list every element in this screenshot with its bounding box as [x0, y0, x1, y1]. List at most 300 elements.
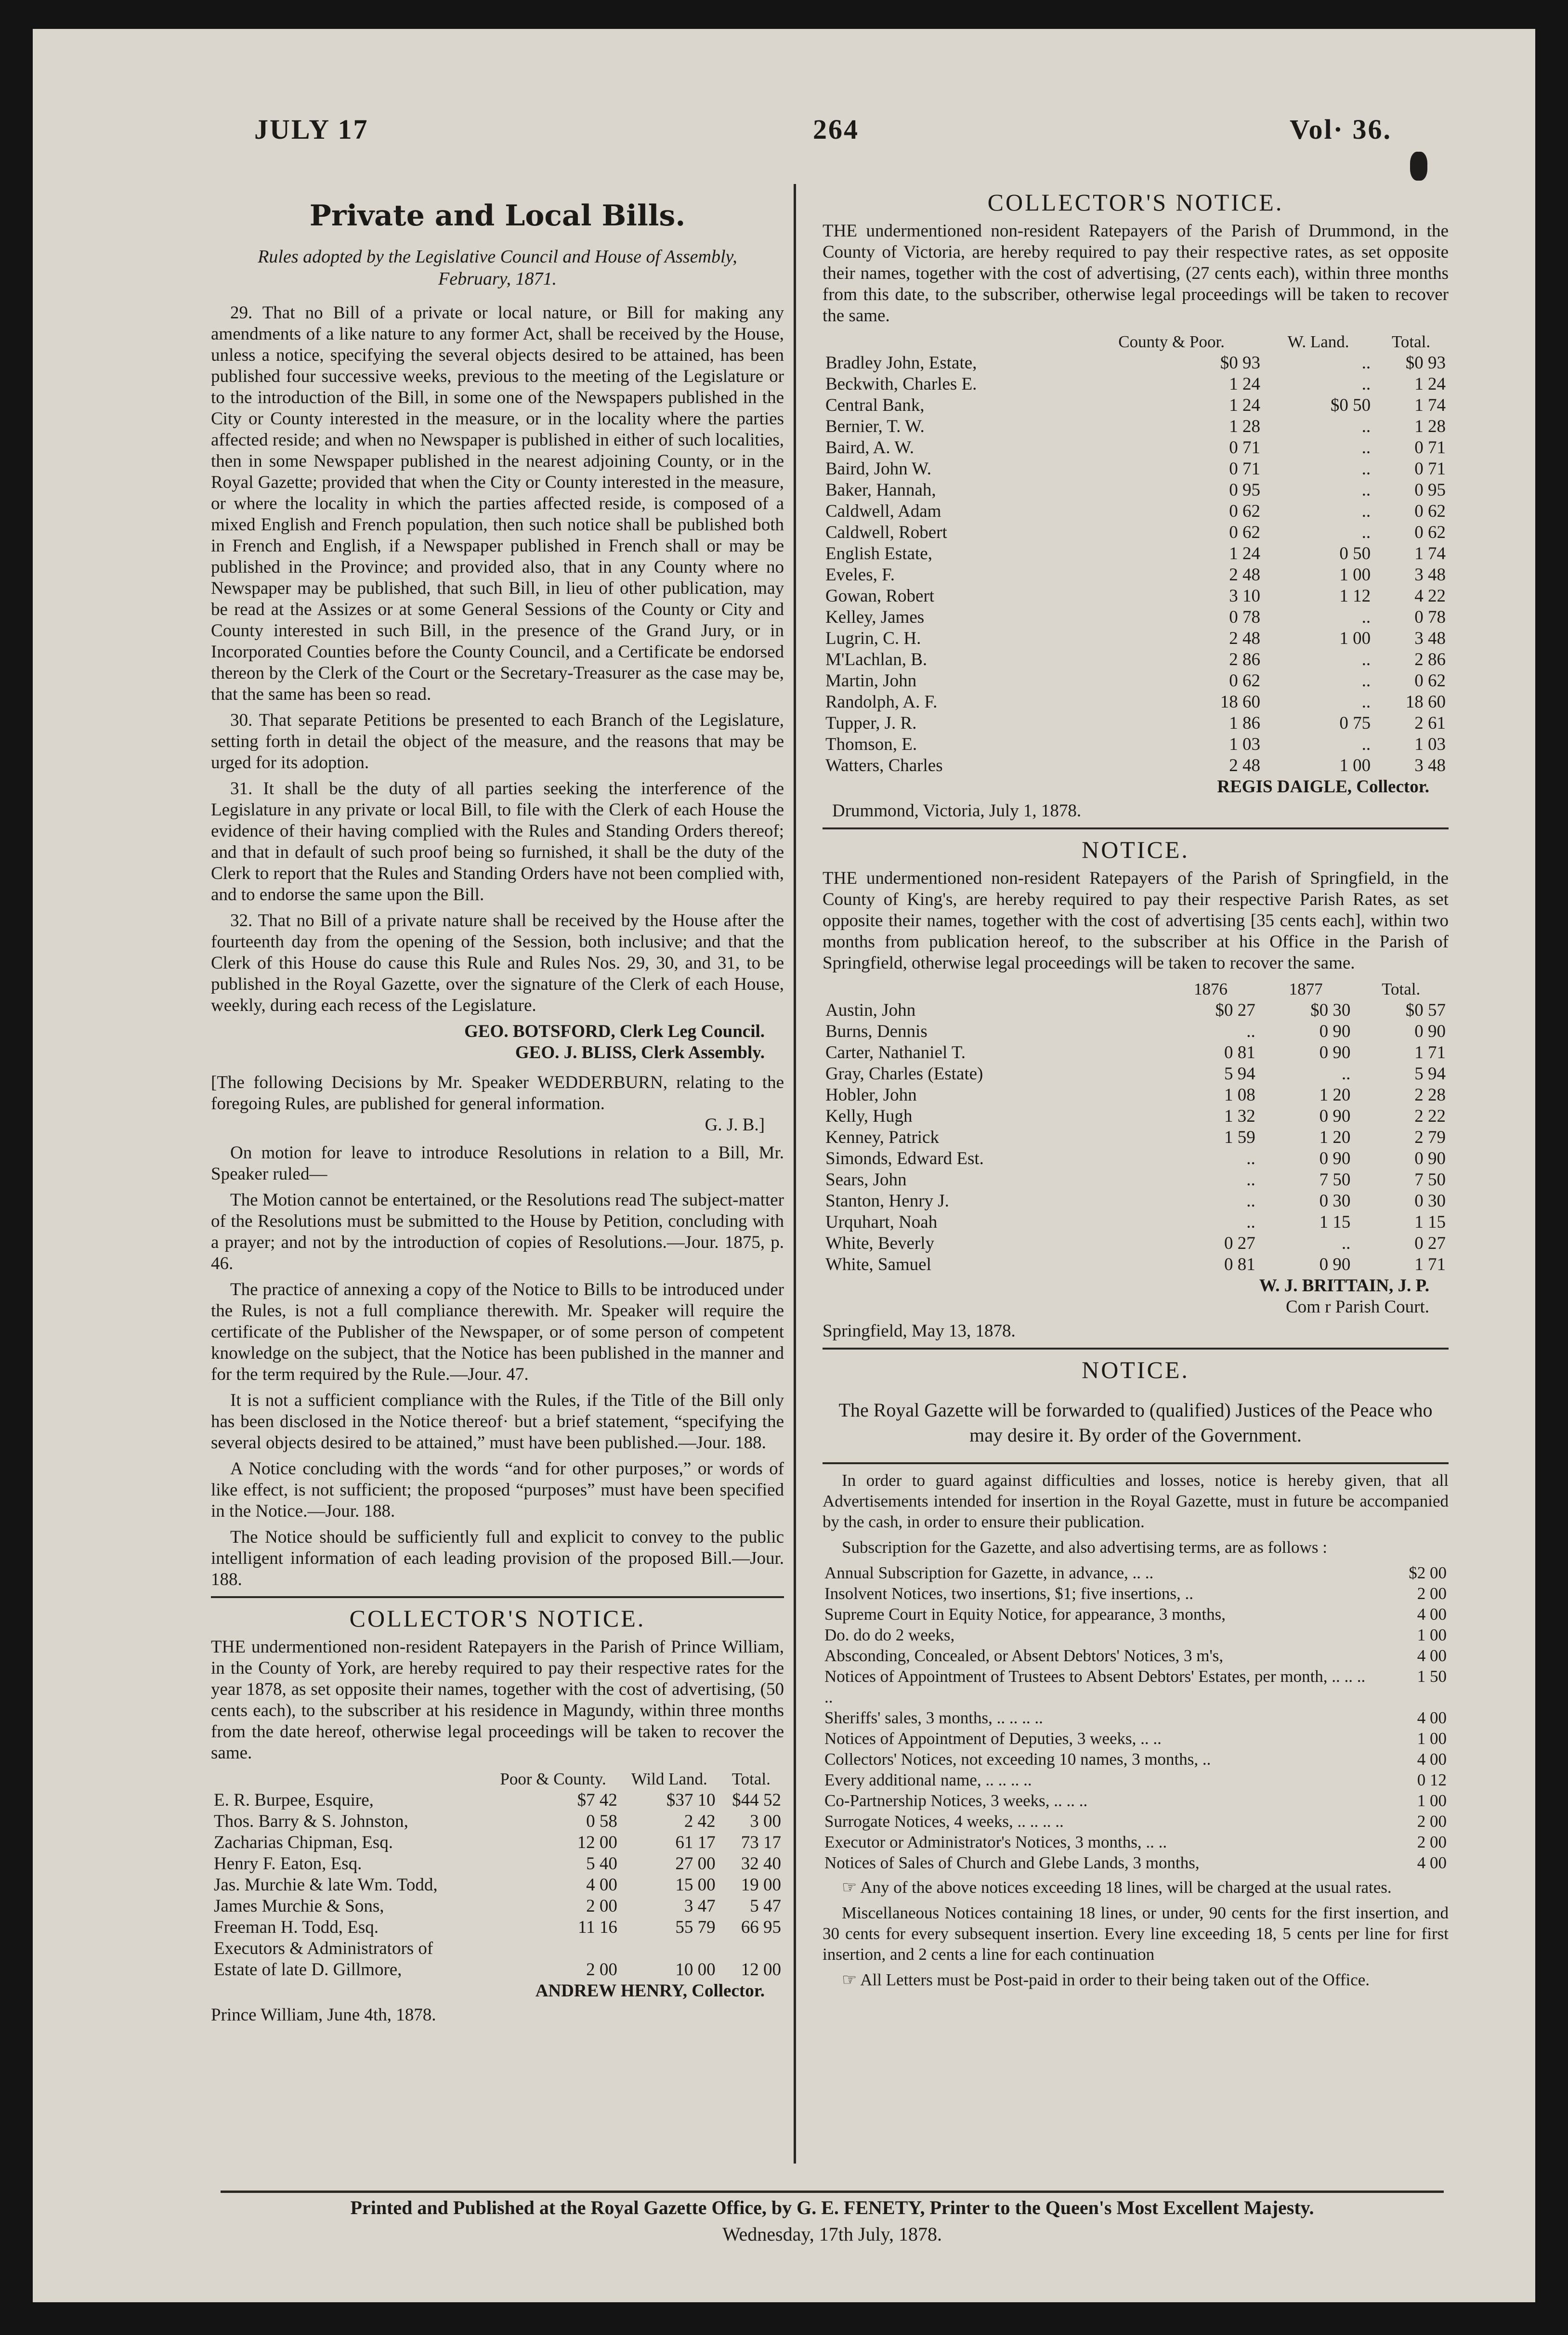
- cell-value: 0 71: [1229, 438, 1261, 458]
- cell-value: 0 27: [1414, 1233, 1446, 1253]
- table-row: [823, 1106, 1449, 1127]
- rate-amount: 4 00: [1417, 1605, 1447, 1624]
- rate-row: [823, 1666, 1449, 1707]
- advertising-terms-intro: Subscription for the Gazette, and also advertising terms, are as follows :: [842, 1538, 1327, 1557]
- cell-value: ..: [1361, 374, 1371, 394]
- cell-value: 1 24: [1229, 374, 1261, 394]
- cell-value: 1 86: [1229, 713, 1261, 733]
- prince-william-table: [211, 1769, 784, 1981]
- cell-name: Sears, John: [825, 1170, 907, 1190]
- rate-row: [823, 1749, 1449, 1770]
- table-row: [823, 543, 1449, 564]
- cell-value: 0 78: [1414, 607, 1446, 627]
- cell-name: Simonds, Edward Est.: [825, 1149, 984, 1168]
- cell-value: $0 30: [1310, 1000, 1351, 1020]
- cell-name: Caldwell, Adam: [825, 501, 941, 521]
- cell-value: ..: [1361, 438, 1371, 458]
- cell-value: ..: [1246, 1191, 1255, 1211]
- cell-value: 2 61: [1414, 713, 1446, 733]
- cell-value: $0 93: [1220, 353, 1261, 373]
- table-row: [823, 670, 1449, 692]
- cell-value: 3 10: [1229, 586, 1261, 606]
- rate-amount: 4 00: [1417, 1750, 1447, 1769]
- cell-value: 0 62: [1229, 523, 1261, 542]
- cell-value: 11 16: [577, 1917, 617, 1937]
- drummond-signature: REGIS DAIGLE, Collector.: [1217, 777, 1429, 797]
- cell-name: Caldwell, Robert: [825, 523, 947, 542]
- cell-value: 5 94: [1224, 1064, 1255, 1084]
- cell-value: $0 50: [1330, 395, 1371, 415]
- cell-value: 5 47: [750, 1896, 781, 1916]
- cell-name: Baird, A. W.: [825, 438, 914, 458]
- cell-value: 2 86: [1414, 650, 1446, 669]
- cell-value: ..: [1361, 692, 1371, 712]
- cell-value: $44 52: [732, 1790, 781, 1810]
- cell-value: [486, 1938, 620, 1959]
- gazette-notice-text: The Royal Gazette will be forwarded to (qualified) Justices of the Peace who may desire it. By order of the Government.: [838, 1399, 1433, 1446]
- table-row: [823, 713, 1449, 734]
- cell-value: 18 60: [1220, 692, 1261, 712]
- letters-notice: ☞ All Letters must be Post-paid in order to their being taken out of the Office.: [842, 1970, 1370, 1989]
- cell-value: 1 71: [1414, 1255, 1446, 1274]
- cell-name: Hobler, John: [825, 1085, 917, 1105]
- cell-value: 2 00: [586, 1896, 617, 1916]
- cell-value: 7 50: [1319, 1170, 1351, 1190]
- cell-value: 1 15: [1319, 1212, 1351, 1232]
- cell-name: James Murchie & Sons,: [214, 1896, 384, 1916]
- table-row: [823, 459, 1449, 480]
- cell-value: 73 17: [741, 1833, 781, 1852]
- cell-name: Martin, John: [825, 671, 917, 691]
- rate-label: Supreme Court in Equity Notice, for appearance, 3 months,: [824, 1605, 1226, 1624]
- cell-value: 0 62: [1414, 501, 1446, 521]
- cell-name: Bernier, T. W.: [825, 417, 925, 436]
- drummond-intro: THE undermentioned non-resident Ratepayers of the Parish of Drummond, in the County of Victoria, are hereby required to pay their respective rates, as set opposite their names, together with the cost of advertising, (27 cents each), within three months from this date, to the subscriber, otherwise legal proceedings will be taken to recover the same.: [823, 221, 1449, 326]
- table-row: [823, 1148, 1449, 1169]
- cell-name: Freeman H. Todd, Esq.: [214, 1917, 379, 1937]
- cell-name: Beckwith, Charles E.: [825, 374, 977, 394]
- rate-label: Notices of Appointment of Trustees to Absent Debtors' Estates, per month, .. .. .. ..: [824, 1667, 1366, 1706]
- column-rule: [794, 184, 796, 2164]
- cell-value: 18 60: [1405, 692, 1446, 712]
- cell-value: 1 12: [1339, 586, 1371, 606]
- cell-value: ..: [1361, 607, 1371, 627]
- cell-value: ..: [1361, 501, 1371, 521]
- cell-value: 0 71: [1414, 438, 1446, 458]
- table-row: [211, 1896, 784, 1917]
- cell-value: 2 00: [586, 1960, 617, 1980]
- rule-32: 32. That no Bill of a private nature shall be received by the House after the fourteenth day from the opening of the Session, both inclusive; and that the Clerk of this House do cause this Rule and Rules Nos. 29, 30, and 31, to be published in the Royal Gazette, over the signature of the Clerk of each House, weekly, during each recess of the Legislature.: [211, 911, 784, 1015]
- rate-row: [823, 1832, 1449, 1852]
- cell-value: 66 95: [741, 1917, 781, 1937]
- printer-line: Printed and Published at the Royal Gazette Office, by G. E. FENETY, Printer to the Queen's Most Excellent Majesty.: [350, 2197, 1314, 2218]
- cell-value: 3 48: [1414, 565, 1446, 585]
- cell-value: 2 48: [1229, 629, 1261, 648]
- cell-value: 0 81: [1224, 1043, 1255, 1063]
- rates-table: [823, 1562, 1449, 1873]
- table-row: [823, 649, 1449, 670]
- cell-value: [620, 1938, 719, 1959]
- table-row: [823, 1085, 1449, 1106]
- column-header: Total.: [1382, 980, 1421, 998]
- cell-name: Estate of late D. Gillmore,: [214, 1960, 402, 1980]
- springfield-table: [823, 979, 1449, 1275]
- rate-amount: 2 00: [1417, 1584, 1447, 1603]
- table-row: [823, 480, 1449, 501]
- table-row: [211, 1959, 784, 1981]
- cell-value: 1 15: [1414, 1212, 1446, 1232]
- table-row: [823, 586, 1449, 607]
- section-divider: [823, 827, 1449, 829]
- rate-amount: 4 00: [1417, 1646, 1447, 1665]
- cell-value: 0 71: [1414, 459, 1446, 479]
- cell-value: 0 30: [1319, 1191, 1351, 1211]
- rate-row: [823, 1770, 1449, 1790]
- cell-name: English Estate,: [825, 544, 932, 564]
- cell-value: ..: [1361, 459, 1371, 479]
- cell-value: ..: [1341, 1233, 1351, 1253]
- rate-row: [823, 1625, 1449, 1645]
- cell-value: 19 00: [741, 1875, 781, 1895]
- cell-name: Baird, John W.: [825, 459, 931, 479]
- cell-name: Jas. Murchie & late Wm. Todd,: [214, 1875, 438, 1895]
- cell-name: Burns, Dennis: [825, 1022, 928, 1041]
- table-row: [823, 1233, 1449, 1254]
- cell-value: 1 08: [1224, 1085, 1255, 1105]
- table-row: [823, 395, 1449, 416]
- prince-william-intro: THE undermentioned non-resident Ratepayers in the Parish of Prince William, in the County of York, are hereby required to pay their respective rates for the year 1878, as set opposite their names, together with the cost of advertising, (50 cents each), to the subscriber at his residence in Magundy, within three months from the date hereof, otherwise legal proceedings will be taken to recover the same.: [211, 1637, 784, 1763]
- table-row: [823, 437, 1449, 459]
- cell-name: Austin, John: [825, 1000, 916, 1020]
- cell-value: 5 94: [1414, 1064, 1446, 1084]
- cell-value: 55 79: [675, 1917, 716, 1937]
- table-header-row: [823, 979, 1449, 1000]
- column-header: Wild Land.: [631, 1770, 707, 1788]
- cell-value: 0 62: [1229, 501, 1261, 521]
- rate-label: Every additional name, .. .. .. ..: [824, 1771, 1032, 1789]
- rate-label: Co-Partnership Notices, 3 weeks, .. .. ..: [824, 1791, 1088, 1810]
- rate-amount: 4 00: [1417, 1853, 1447, 1872]
- rate-row: [823, 1707, 1449, 1728]
- decision-5: A Notice concluding with the words “and for other purposes,” or words of like effect, is not sufficient; the proposed “purposes” must have been specified in the Notice.—Jour. 188.: [211, 1459, 784, 1521]
- cell-value: ..: [1361, 523, 1371, 542]
- cell-value: 12 00: [741, 1960, 781, 1980]
- cell-value: 3 00: [750, 1811, 781, 1831]
- cell-value: 0 90: [1319, 1106, 1351, 1126]
- springfield-date: Springfield, May 13, 1878.: [823, 1321, 1016, 1341]
- cell-value: 1 59: [1224, 1128, 1255, 1147]
- cell-value: 0 58: [586, 1811, 617, 1831]
- rule-31: 31. It shall be the duty of all parties seeking the interference of the Legislature in any private or local Bill, to file with the Clerk of each House the evidence of their having complied with the Rules and Standing Orders thereof; and that in default of such proof being so furnished, it shall be the duty of the Clerk to report that the Rules and Standing Orders have not been complied with, and to endorse the same upon the Bill.: [211, 779, 784, 905]
- cell-value: 2 22: [1414, 1106, 1446, 1126]
- cell-value: 5 40: [586, 1854, 617, 1874]
- cell-value: 1 24: [1414, 374, 1446, 394]
- table-row: [211, 1875, 784, 1896]
- cell-value: $7 42: [577, 1790, 617, 1810]
- table-row: [823, 1063, 1449, 1085]
- column-header: Total.: [1391, 332, 1431, 351]
- cell-value: 4 00: [586, 1875, 617, 1895]
- cell-value: ..: [1246, 1022, 1255, 1041]
- cell-value: 0 90: [1319, 1022, 1351, 1041]
- private-bills-title: Private and Local Bills.: [309, 199, 686, 233]
- cell-name: Thomson, E.: [825, 735, 917, 754]
- rate-amount: 1 00: [1417, 1626, 1447, 1644]
- page-number: 264: [813, 114, 859, 145]
- rate-amount: 0 12: [1417, 1771, 1447, 1789]
- column-header: 1876: [1193, 980, 1228, 998]
- rate-label: Executor or Administrator's Notices, 3 months, .. ..: [824, 1833, 1167, 1851]
- section-divider: [823, 1462, 1449, 1464]
- cell-name: Thos. Barry & S. Johnston,: [214, 1811, 408, 1831]
- decisions-note: [The following Decisions by Mr. Speaker WEDDERBURN, relating to the foregoing Rules, are published for general information.: [211, 1073, 784, 1114]
- signature-bliss: GEO. J. BLISS, Clerk Assembly.: [515, 1043, 765, 1063]
- rate-row: [823, 1583, 1449, 1604]
- cell-value: 2 48: [1229, 565, 1261, 585]
- gazette-notice-title: NOTICE.: [1082, 1356, 1189, 1383]
- decision-3: The practice of annexing a copy of the Notice to Bills to be introduced under the Rules, is not a full compliance therewith. Mr. Speaker will require the certificate of the Publisher of the Newspaper, or of some person of competent knowledge on the subject, that the Notice has been published in the manner and for the term required by the Rule.—Jour. 47.: [211, 1280, 784, 1384]
- springfield-signature-title: Com r Parish Court.: [1285, 1297, 1429, 1317]
- cell-value: 2 42: [684, 1811, 716, 1831]
- cell-value: ..: [1246, 1149, 1255, 1168]
- cell-value: 1 74: [1414, 544, 1446, 564]
- cell-value: 1 74: [1414, 395, 1446, 415]
- decision-6: The Notice should be sufficiently full and explicit to convey to the public intelligent information of each leading provision of the proposed Bill.—Jour. 188.: [211, 1527, 784, 1589]
- cell-name: Stanton, Henry J.: [825, 1191, 949, 1211]
- cell-value: 1 00: [1339, 756, 1371, 775]
- cell-name: Urquhart, Noah: [825, 1212, 938, 1232]
- table-row: [211, 1938, 784, 1959]
- cell-value: 0 95: [1229, 480, 1261, 500]
- ink-smudge: [1410, 152, 1427, 181]
- column-header: Total.: [732, 1770, 771, 1788]
- prince-william-date: Prince William, June 4th, 1878.: [211, 2005, 436, 2025]
- cell-name: Kenney, Patrick: [825, 1128, 939, 1147]
- table-row: [823, 416, 1449, 437]
- prince-william-notice-title: COLLECTOR'S NOTICE.: [349, 1605, 646, 1632]
- rule-29: 29. That no Bill of a private or local nature, or Bill for making any amendments of a like nature to any former Act, shall be received by the House, unless a notice, specifying the several objects desired to be attained, has been published four successive weeks, previous to the meeting of the Legislature or to the introduction of the Bill, in some one of the Newspapers published in the City or County interested in the measure, or in the locality where the parties affected reside; and when no Newspaper is published in either of such localities, then in some Newspaper published in the nearest adjoining County, or in the Royal Gazette; provided that when the City or County interested in the measure, or where the locality in which the parties affected reside, is composed of a mixed English and French population, then such notice shall be published both in French and English, if a Newspaper published in French shall or may be published in the Province; and provided also, that in any County where no Newspaper may be published, that such Bill, in lieu of other publication, may be read at the Assizes or at some General Sessions of the County or City and County interested in such Bill, in the presence of the Grand Jury, or in Incorporated Counties before the County Council, and a Certificate be endorsed thereon by the Clerk of the Court or the Secretary-Treasurer as the case may be, that the same has been so read.: [211, 303, 784, 704]
- cell-value: 0 27: [1224, 1233, 1255, 1253]
- cell-value: ..: [1361, 650, 1371, 669]
- cell-value: ..: [1246, 1212, 1255, 1232]
- cell-value: 1 24: [1229, 544, 1261, 564]
- newspaper-page: [33, 29, 1535, 2302]
- cell-value: 1 00: [1339, 565, 1371, 585]
- cell-name: White, Samuel: [825, 1255, 931, 1274]
- column-header: 1877: [1289, 980, 1323, 998]
- cell-value: 1 03: [1229, 735, 1261, 754]
- rate-row: [823, 1811, 1449, 1832]
- cell-value: $0 93: [1405, 353, 1446, 373]
- rate-amount: 1 50: [1417, 1667, 1447, 1686]
- cell-value: 0 95: [1414, 480, 1446, 500]
- cell-value: 2 28: [1414, 1085, 1446, 1105]
- table-row: [211, 1853, 784, 1875]
- cell-value: 1 28: [1229, 417, 1261, 436]
- table-row: [823, 1042, 1449, 1063]
- cell-value: ..: [1361, 480, 1371, 500]
- cell-value: 3 48: [1414, 629, 1446, 648]
- decision-4: It is not a sufficient compliance with the Rules, if the Title of the Bill only has been disclosed in the Notice thereof· but a brief statement, “specifying the several objects desired to be attained,” must have been published.—Jour. 188.: [211, 1391, 784, 1453]
- section-divider: [211, 1596, 784, 1598]
- table-row: [823, 353, 1449, 374]
- cell-value: 1 24: [1229, 395, 1261, 415]
- rate-label: Insolvent Notices, two insertions, $1; five insertions, ..: [824, 1584, 1194, 1603]
- cell-name: Tupper, J. R.: [825, 713, 917, 733]
- rule-30: 30. That separate Petitions be presented to each Branch of the Legislature, setting forth in detail the object of the measure, and the reasons that may be urged for its adoption.: [211, 710, 784, 773]
- publication-date: Wednesday, 17th July, 1878.: [722, 2223, 942, 2245]
- column-header: W. Land.: [1287, 332, 1349, 351]
- rate-row: [823, 1728, 1449, 1749]
- table-row: [211, 1832, 784, 1853]
- rate-label: Notices of Appointment of Deputies, 3 weeks, .. ..: [824, 1729, 1162, 1748]
- cell-value: 0 78: [1229, 607, 1261, 627]
- table-row: [823, 1212, 1449, 1233]
- cell-value: 1 00: [1339, 629, 1371, 648]
- advertising-notice: In order to guard against difficulties and losses, notice is hereby given, that all Advertisements intended for insertion in the Royal Gazette, must in future be accompanied by the cash, in order to ensure their publication.: [823, 1471, 1449, 1531]
- rate-label: Sheriffs' sales, 3 months, .. .. .. ..: [824, 1708, 1043, 1727]
- drummond-table: [823, 331, 1449, 776]
- rate-label: Surrogate Notices, 4 weeks, .. .. .. ..: [824, 1812, 1064, 1831]
- cell-value: 0 90: [1414, 1149, 1446, 1168]
- volume-number: Vol· 36.: [1290, 114, 1392, 145]
- cell-value: 0 62: [1229, 671, 1261, 691]
- table-row: [823, 607, 1449, 628]
- rate-row: [823, 1562, 1449, 1583]
- cell-value: 0 81: [1224, 1255, 1255, 1274]
- cell-value: $0 27: [1215, 1000, 1255, 1020]
- cell-value: 32 40: [741, 1854, 781, 1874]
- table-row: [823, 564, 1449, 586]
- footer-rule: [221, 2191, 1444, 2193]
- drummond-notice-title: COLLECTOR'S NOTICE.: [987, 189, 1284, 216]
- table-row: [823, 1254, 1449, 1275]
- cell-name: Baker, Hannah,: [825, 480, 936, 500]
- cell-value: ..: [1246, 1170, 1255, 1190]
- cell-value: 1 03: [1414, 735, 1446, 754]
- cell-name: White, Beverly: [825, 1233, 935, 1253]
- cell-value: 0 62: [1414, 523, 1446, 542]
- section-divider: [823, 1348, 1449, 1350]
- rate-row: [823, 1645, 1449, 1666]
- private-bills-subtitle: Rules adopted by the Legislative Council and House of Assembly, February, 1871.: [258, 247, 737, 289]
- cell-value: ..: [1361, 353, 1371, 373]
- cell-value: 12 00: [577, 1833, 617, 1852]
- table-row: [823, 1191, 1449, 1212]
- cell-name: Carter, Nathaniel T.: [825, 1043, 966, 1063]
- cell-value: 1 20: [1319, 1085, 1351, 1105]
- rate-label: Do. do do 2 weeks,: [824, 1626, 955, 1644]
- cell-value: 7 50: [1414, 1170, 1446, 1190]
- springfield-signature: W. J. BRITTAIN, J. P.: [1259, 1276, 1429, 1296]
- cell-name: Randolph, A. F.: [825, 692, 938, 712]
- misc-notices-terms: Miscellaneous Notices containing 18 lines, or under, 90 cents for the first insertion, and 30 cents for every subsequent insertion. Every line exceeding 18, 5 cents per line for first insertion, and 2 cents a line for each continuation: [823, 1903, 1449, 1964]
- rate-amount: 2 00: [1417, 1812, 1447, 1831]
- table-row: [823, 501, 1449, 522]
- cell-value: 1 32: [1224, 1106, 1255, 1126]
- table-row: [211, 1917, 784, 1938]
- table-row: [211, 1790, 784, 1811]
- cell-name: M'Lachlan, B.: [825, 650, 928, 669]
- column-header: Poor & County.: [500, 1770, 606, 1788]
- cell-name: Watters, Charles: [825, 756, 943, 775]
- cell-value: 0 50: [1339, 544, 1371, 564]
- cell-value: 2 79: [1414, 1128, 1446, 1147]
- table-row: [823, 734, 1449, 755]
- cell-name: Kelley, James: [825, 607, 925, 627]
- cell-value: 3 48: [1414, 756, 1446, 775]
- cell-name: E. R. Burpee, Esquire,: [214, 1790, 374, 1810]
- column-header: County & Poor.: [1118, 332, 1225, 351]
- decision-2: The Motion cannot be entertained, or the Resolutions read The subject-matter of the Resolutions must be submitted to the House by Petition, concluding with a prayer; and not by the introduction of copies of Resolutions.—Jour. 1875, p. 46.: [211, 1190, 784, 1273]
- table-header-row: [211, 1769, 784, 1790]
- cell-value: $37 10: [666, 1790, 716, 1810]
- issue-date: JULY 17: [254, 114, 369, 145]
- cell-name: Henry F. Eaton, Esq.: [214, 1854, 362, 1874]
- rate-amount: 1 00: [1417, 1791, 1447, 1810]
- cell-value: 0 90: [1414, 1022, 1446, 1041]
- table-row: [823, 628, 1449, 649]
- signature-botsford: GEO. BOTSFORD, Clerk Leg Council.: [464, 1022, 765, 1041]
- cell-name: Gray, Charles (Estate): [825, 1064, 983, 1084]
- cell-value: 3 47: [684, 1896, 716, 1916]
- rate-amount: 2 00: [1417, 1833, 1447, 1851]
- table-row: [823, 1000, 1449, 1021]
- cell-value: ..: [1341, 1064, 1351, 1084]
- cell-value: 2 48: [1229, 756, 1261, 775]
- left-column: [211, 188, 784, 2026]
- cell-name: Bradley John, Estate,: [825, 353, 977, 373]
- rate-row: [823, 1790, 1449, 1811]
- decisions-initials: G. J. B.]: [705, 1115, 765, 1135]
- rate-label: Absconding, Concealed, or Absent Debtors' Notices, 3 m's,: [824, 1646, 1224, 1665]
- rate-label: Collectors' Notices, not exceeding 10 names, 3 months, ..: [824, 1750, 1211, 1769]
- cell-value: 61 17: [675, 1833, 716, 1852]
- rate-amount: $2 00: [1409, 1563, 1447, 1582]
- table-row: [823, 522, 1449, 543]
- springfield-intro: THE undermentioned non-resident Ratepayers of the Parish of Springfield, in the County of King's, are hereby required to pay their respective Parish Rates, as set opposite their names, together with the cost of advertising [35 cents each], within two months from publication hereof, to the subscriber at his Office in the Parish of Springfield, otherwise legal proceedings will be taken to recover the same.: [823, 868, 1449, 973]
- rate-label: Notices of Sales of Church and Glebe Lands, 3 months,: [824, 1853, 1200, 1872]
- rate-amount: 4 00: [1417, 1708, 1447, 1727]
- drummond-date: Drummond, Victoria, July 1, 1878.: [832, 801, 1082, 821]
- table-row: [211, 1811, 784, 1832]
- cell-value: 0 71: [1229, 459, 1261, 479]
- springfield-notice-title: NOTICE.: [1082, 836, 1189, 863]
- table-header-row: [823, 331, 1449, 353]
- cell-name: Kelly, Hugh: [825, 1106, 913, 1126]
- cell-name: Central Bank,: [825, 395, 925, 415]
- cell-value: 4 22: [1414, 586, 1446, 606]
- cell-name: Executors & Administrators of: [214, 1939, 433, 1958]
- cell-name: Lugrin, C. H.: [825, 629, 921, 648]
- rate-row: [823, 1604, 1449, 1625]
- cell-name: Zacharias Chipman, Esq.: [214, 1833, 393, 1852]
- cell-value: ..: [1361, 417, 1371, 436]
- cell-name: Eveles, F.: [825, 565, 895, 585]
- cell-value: 1 20: [1319, 1128, 1351, 1147]
- rate-amount: 1 00: [1417, 1729, 1447, 1748]
- cell-value: 0 30: [1414, 1191, 1446, 1211]
- cell-value: ..: [1361, 671, 1371, 691]
- rate-row: [823, 1852, 1449, 1873]
- cell-value: 0 90: [1319, 1255, 1351, 1274]
- rate-label: Annual Subscription for Gazette, in advance, .. ..: [824, 1563, 1154, 1582]
- table-row: [823, 1169, 1449, 1191]
- decision-1: On motion for leave to introduce Resolutions in relation to a Bill, Mr. Speaker ruled—: [211, 1143, 784, 1184]
- prince-william-signature: ANDREW HENRY, Collector.: [535, 1981, 765, 2001]
- rates-note: ☞ Any of the above notices exceeding 18 lines, will be charged at the usual rates.: [842, 1878, 1392, 1897]
- cell-value: $0 57: [1405, 1000, 1446, 1020]
